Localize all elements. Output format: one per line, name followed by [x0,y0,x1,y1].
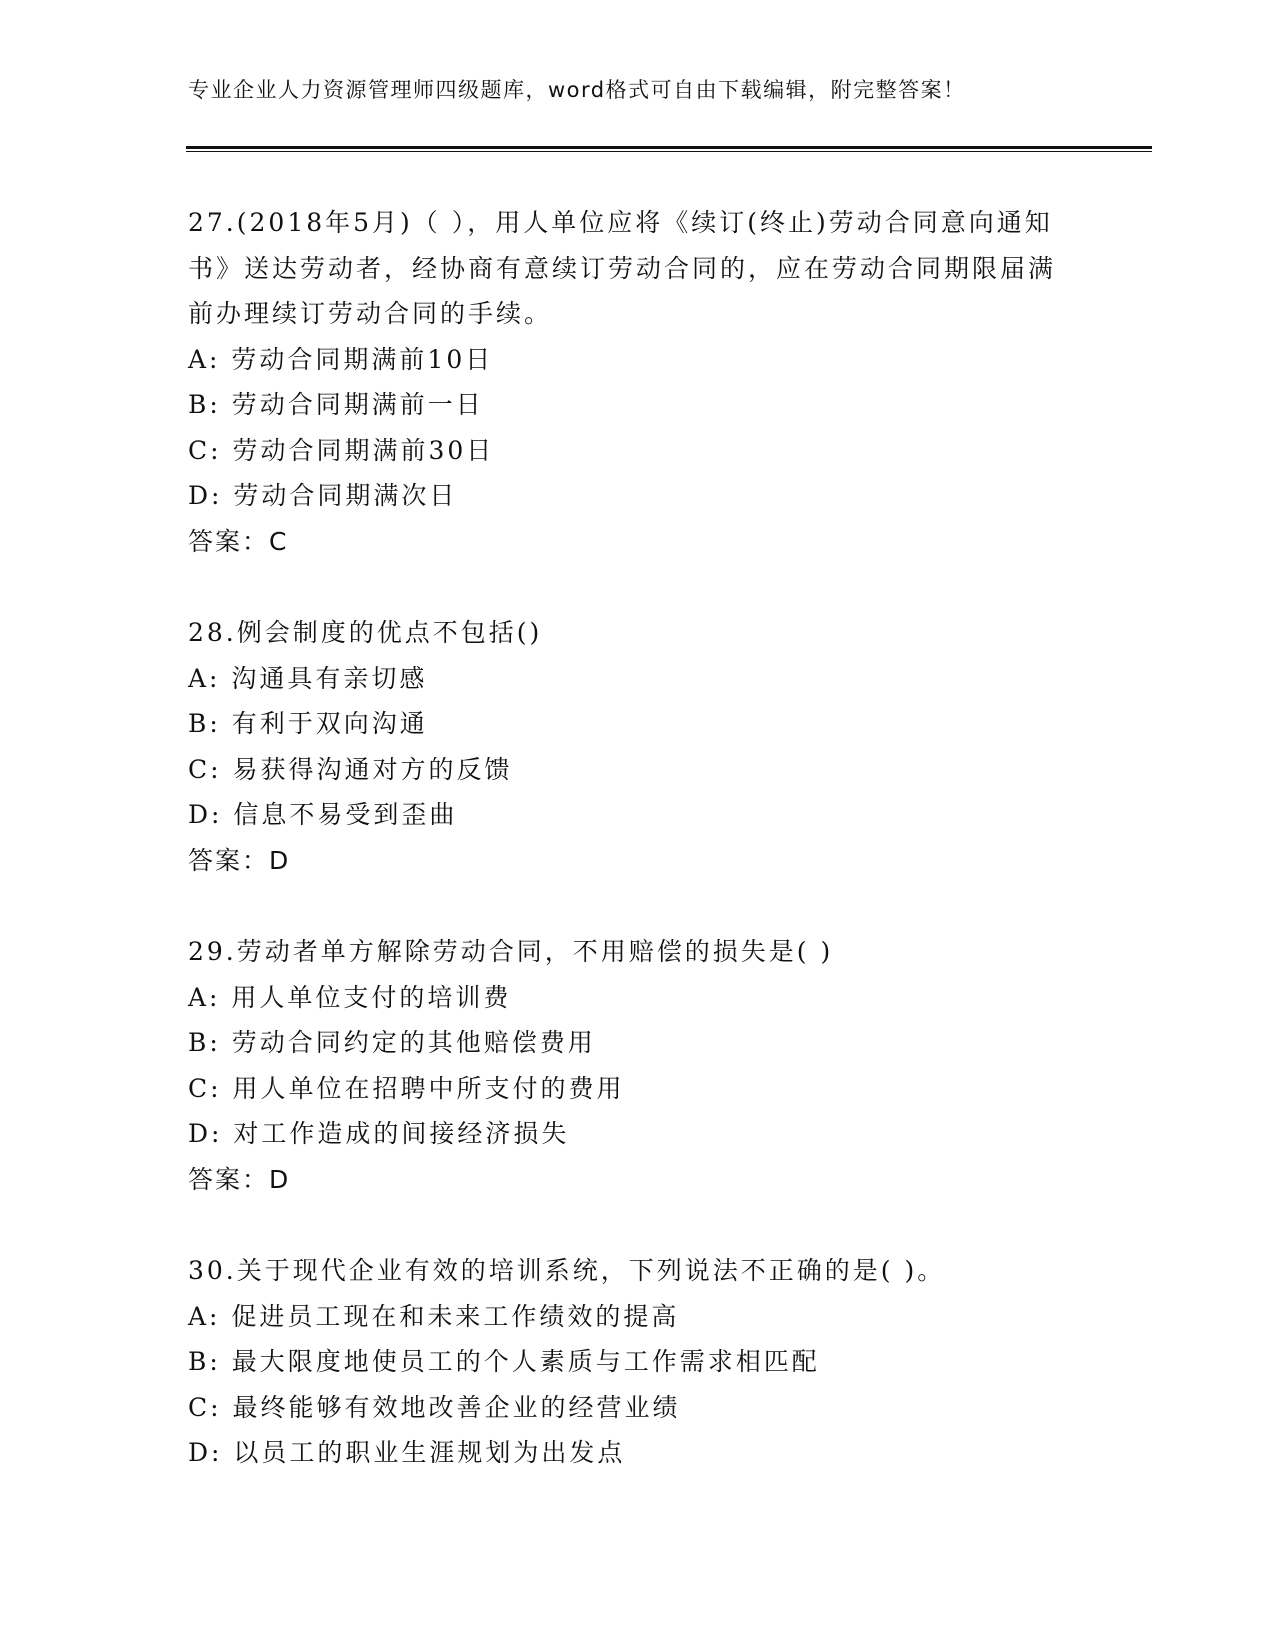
option-b: B: 劳动合同约定的其他赔偿费用 [188,1028,596,1057]
answer-line: 答案：C [188,526,289,556]
question-list [188,200,1088,1522]
question-stem: 30.关于现代企业有效的培训系统，下列说法不正确的是( )。 [188,1256,946,1285]
option-d: D: 劳动合同期满次日 [188,481,458,510]
page-header: 专业企业人力资源管理师四级题库，word格式可自由下载编辑，附完整答案！ [188,78,966,102]
header-rule-thin [186,151,1152,152]
option-a: A: 用人单位支付的培训费 [188,982,512,1012]
answer-line: 答案：D [188,1164,291,1194]
question-30 [188,1248,1088,1476]
answer-line: 答案：D [188,845,291,875]
question-29 [188,929,1088,1202]
option-d: D: 对工作造成的间接经济损失 [188,1119,570,1148]
option-c: C: 易获得沟通对方的反馈 [188,754,513,784]
option-c: C: 最终能够有效地改善企业的经营业绩 [188,1392,681,1422]
question-stem: 29.劳动者单方解除劳动合同，不用赔偿的损失是( ) [188,937,834,966]
question-28 [188,610,1088,883]
question-stem: 27.(2018年5月)（ ），用人单位应将《续订(终止)劳动合同意向通知书》送达劳动者，经协商有意续订劳动合同的，应在劳动合同期限届满前办理续订劳动合同的手续。 [188,208,1057,328]
header-rule-thick [186,146,1152,149]
option-a: A: 促进员工现在和未来工作绩效的提高 [188,1301,680,1331]
option-b: B: 有利于双向沟通 [188,709,428,738]
option-c: C: 劳动合同期满前30日 [188,435,495,465]
option-d: D: 以员工的职业生涯规划为出发点 [188,1438,626,1467]
question-27 [188,200,1088,564]
option-a: A: 沟通具有亲切感 [188,663,428,693]
option-c: C: 用人单位在招聘中所支付的费用 [188,1073,625,1103]
option-a: A: 劳动合同期满前10日 [188,344,494,374]
option-b: B: 最大限度地使员工的个人素质与工作需求相匹配 [188,1347,820,1376]
option-b: B: 劳动合同期满前一日 [188,390,484,419]
question-stem: 28.例会制度的优点不包括() [188,618,543,647]
option-d: D: 信息不易受到歪曲 [188,800,458,829]
